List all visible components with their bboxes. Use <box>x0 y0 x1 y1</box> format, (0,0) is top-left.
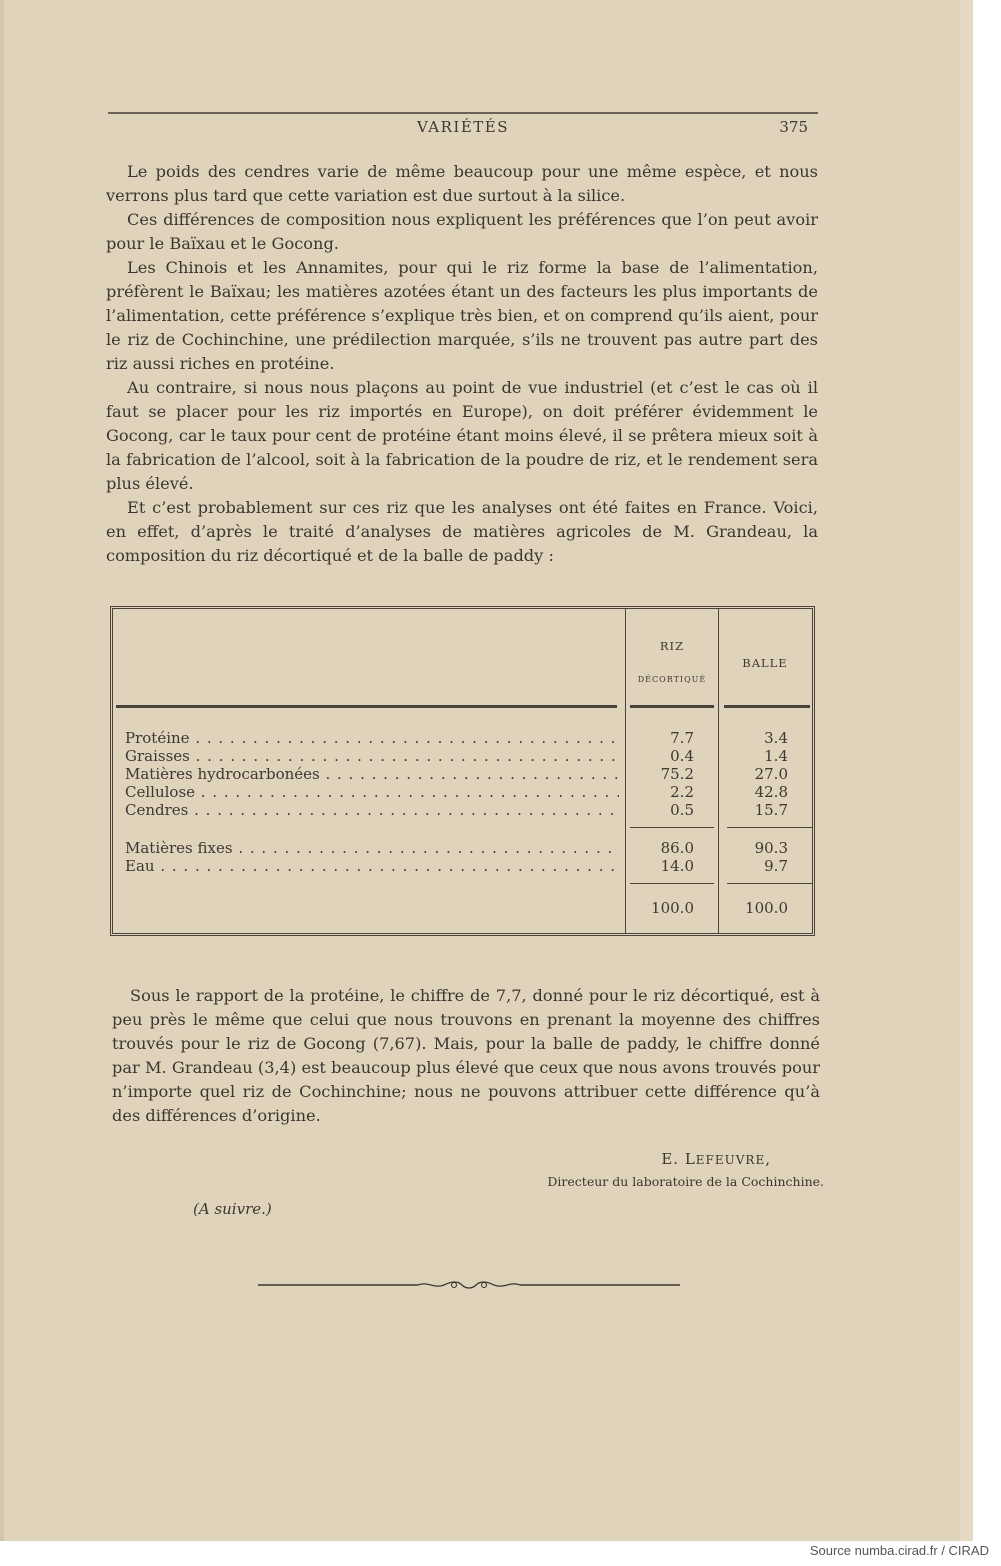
paragraph: Ces différences de composition nous expliquent les préférences que l’on peut avoir pour le Baïxau et le Gocong. <box>106 210 818 253</box>
table-header-rule <box>724 705 810 708</box>
paragraph: Au contraire, si nous nous plaçons au point de vue industriel (et c’est le cas où il faut se placer pour les riz importés en Europe), on doit préférer évidemment le Gocong, car le taux pour cent de protéine étant moins élevé, il se prêtera mieux soit à la fabrication de l’alcool, soit à la fabrication de la poudre de riz, et le rendement sera plus élevé. <box>106 378 818 493</box>
subtotal-rule <box>630 827 714 828</box>
table-cell-balle: 3.4 <box>764 729 788 747</box>
author-signature <box>661 1150 771 1168</box>
running-header-title: VARIÉTÉS <box>416 118 510 136</box>
table-cell-balle: 9.7 <box>764 857 788 875</box>
table-total-riz: 100.0 <box>651 899 694 917</box>
table-total-balle: 100.0 <box>745 899 788 917</box>
body-text <box>106 160 818 568</box>
to-be-continued <box>193 1200 272 1218</box>
table-cell-balle: 1.4 <box>764 747 788 765</box>
table-header-rule <box>116 705 617 708</box>
table-cell-riz: 0.4 <box>670 747 694 765</box>
table-row-label: Matières fixes . . . <box>125 839 619 857</box>
table-cell-balle: 42.8 <box>754 783 788 801</box>
total-rule <box>727 883 813 884</box>
table-cell-riz: 75.2 <box>660 765 694 783</box>
column-header-balle: BALLE <box>742 656 788 670</box>
composition-table <box>110 606 815 936</box>
column-header-riz-line2 <box>625 671 719 685</box>
closing-text <box>112 984 820 1128</box>
table-cell-riz: 7.7 <box>670 729 694 747</box>
paragraph: Le poids des cendres varie de même beaucoup pour une même espèce, et nous verrons plus tard que cette variation est due surtout à la silice. <box>106 162 818 205</box>
table-cell-balle: 15.7 <box>754 801 788 819</box>
column-header-riz <box>625 639 719 685</box>
paragraph: Les Chinois et les Annamites, pour qui le riz forme la base de l’alimentation, préfèrent le Baïxau; les matières azotées étant un des facteurs les plus importants de l’alimentation, cette préférence s’explique très bien, et on comprend qu’ils aient, pour le riz de Cochinchine, une prédilection marquée, s’ils ne trouvent pas autre part des riz aussi riches en protéine. <box>106 258 818 373</box>
source-credit: Source numba.cirad.fr / CIRAD <box>809 1543 989 1558</box>
column-header-riz-subtitle: DÉCORTIQUÉ <box>637 675 707 684</box>
table-row-label: Matières hydrocarbonées . . . <box>125 765 619 783</box>
table-cell-riz: 0.5 <box>670 801 694 819</box>
page-left-edge <box>0 0 4 1541</box>
table-cell-riz: 86.0 <box>660 839 694 857</box>
paragraph: Sous le rapport de la protéine, le chiffre de 7,7, donné pour le riz décortiqué, est à peu près le même que celui que nous trouvons en prenant la moyenne des chiffres trouvés pour le riz de Gocong (7,67). Mais, pour la balle de paddy, le chiffre donné par M. Grandeau (3,4) est beaucoup plus élevé que ceux que nous avons trouvés pour n’importe quel riz de Cochinchine; nous ne pouvons attribuer cette différence qu’à des différences d’origine. <box>112 986 820 1125</box>
table-row-label: Cellulose . . . <box>125 783 619 801</box>
column-header-riz-line1: RIZ <box>659 639 685 653</box>
table-header-rule <box>630 705 714 708</box>
table-row-label: Graisses . . . <box>125 747 619 765</box>
page-right-margin <box>960 0 973 1541</box>
table-cell-balle: 90.3 <box>754 839 788 857</box>
author-surname: EFEUVRE <box>695 1153 766 1167</box>
table-row-label: Cendres . . . <box>125 801 619 819</box>
author-title: Directeur du laboratoire de la Cochinchine. <box>547 1174 824 1189</box>
table-row-label: Protéine . . . <box>125 729 619 747</box>
table-row-label: Eau . . . <box>125 857 619 875</box>
table-cell-riz: 2.2 <box>670 783 694 801</box>
table-cell-riz: 14.0 <box>660 857 694 875</box>
author-initial: E. L <box>661 1150 696 1168</box>
total-rule <box>630 883 714 884</box>
subtotal-rule <box>727 827 813 828</box>
to-be-continued-text: (A suivre.) <box>193 1200 272 1218</box>
page-number: 375 <box>779 118 808 136</box>
ornament-divider <box>258 1277 680 1293</box>
author-trailing: , <box>765 1150 771 1168</box>
table-cell-balle: 27.0 <box>754 765 788 783</box>
paragraph: Et c’est probablement sur ces riz que les analyses ont été faites en France. Voici, en effet, d’après le traité d’analyses de matières agricoles de M. Grandeau, la composition du riz décortiqué et de la balle de paddy : <box>106 498 818 565</box>
header-rule <box>108 112 818 114</box>
